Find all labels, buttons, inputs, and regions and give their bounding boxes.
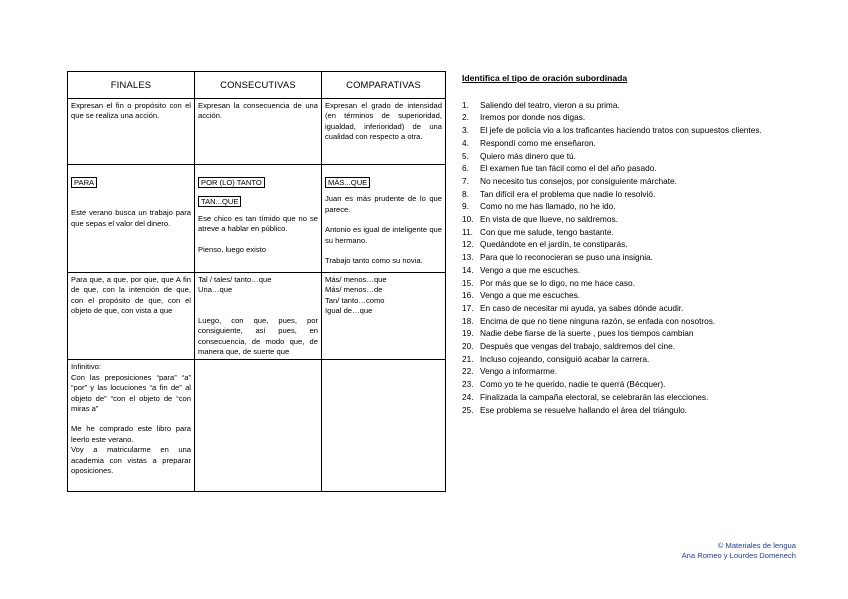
item-number: 13. bbox=[462, 252, 474, 263]
item-number: 2. bbox=[462, 112, 469, 123]
item-text: Vengo a que me escuches. bbox=[480, 264, 581, 275]
item-text: Por más que se lo digo, no me hace caso. bbox=[480, 277, 635, 288]
item-number: 14. bbox=[462, 264, 474, 275]
infinitive-title: Infinitivo: bbox=[71, 362, 101, 372]
item-number: 18. bbox=[462, 315, 474, 326]
list-item bbox=[462, 124, 802, 137]
finales-tag: PARA bbox=[71, 177, 97, 188]
item-text: Saliendo del teatro, vieron a su prima. bbox=[480, 99, 620, 110]
comparativas-example-3: Trabajo tanto como su novia. bbox=[325, 256, 423, 266]
table-row-definitions bbox=[68, 99, 446, 165]
list-item bbox=[462, 251, 802, 264]
list-item bbox=[462, 391, 802, 404]
item-text: Después que vengas del trabajo, saldremos del cine. bbox=[480, 341, 676, 352]
item-number: 15. bbox=[462, 277, 474, 288]
item-text: No necesito tus consejos, por consiguiente márchate. bbox=[480, 175, 677, 186]
comparativas-connector-1: Más/ menos…que bbox=[325, 275, 387, 284]
consecutivas-example-1: Ese chico es tan tímido que no se atreve a hablar en público. bbox=[198, 213, 318, 234]
finales-infinitive-cell bbox=[68, 360, 195, 492]
item-text: Para que lo reconocieran se puso una insignia. bbox=[480, 252, 653, 263]
list-item bbox=[462, 277, 802, 290]
finales-connectors: Para que, a que, por que, que A fin de que, con la intención de que, con el propósito de que, con el objeto de que, con vista a que bbox=[68, 273, 195, 360]
item-number: 20. bbox=[462, 341, 474, 352]
finales-definition: Expresan el fin o propósito con el que se realiza una acción. bbox=[68, 99, 195, 165]
list-item bbox=[462, 315, 802, 328]
exercise-list bbox=[462, 99, 802, 417]
list-item bbox=[462, 213, 802, 226]
item-number: 11. bbox=[462, 226, 473, 237]
item-text: Quedándote en el jardín, te constiparás. bbox=[480, 239, 628, 250]
consecutivas-example-2: Pienso, luego existo bbox=[198, 244, 266, 254]
empty-cell bbox=[322, 360, 446, 492]
consecutivas-connectors bbox=[195, 273, 322, 360]
header-comparativas: COMPARATIVAS bbox=[322, 72, 446, 99]
item-text: Quiero más dinero que tú. bbox=[480, 150, 576, 161]
comparativas-definition: Expresan el grado de intensidad (en términos de superioridad, igualdad, inferioridad) de una cualidad con respecto a otra. bbox=[322, 99, 446, 165]
item-number: 21. bbox=[462, 353, 474, 364]
empty-cell bbox=[195, 360, 322, 492]
item-number: 25. bbox=[462, 404, 474, 415]
item-number: 24. bbox=[462, 391, 474, 402]
item-text: Como yo te he querido, nadie te querrá (Bécquer). bbox=[480, 379, 666, 390]
item-text: En vista de que llueve, no saldremos. bbox=[480, 214, 618, 225]
comparativas-example-2: Antonio es igual de inteligente que su hermano. bbox=[325, 225, 442, 245]
item-number: 23. bbox=[462, 379, 474, 390]
infinitive-example-2: Voy a matricularme en una academia con vistas a preparar oposiciones. bbox=[71, 445, 191, 476]
item-text: Encima de que no tiene ninguna razón, se enfada con nosotros. bbox=[480, 315, 716, 326]
item-text: Iremos por donde nos digas. bbox=[480, 112, 586, 123]
consecutivas-definition: Expresan la consecuencia de una acción. bbox=[195, 99, 322, 165]
comparativas-example-cell bbox=[322, 165, 446, 273]
list-item bbox=[462, 238, 802, 251]
list-item bbox=[462, 137, 802, 150]
list-item bbox=[462, 365, 802, 378]
exercise-section bbox=[462, 72, 802, 416]
consecutivas-connector-2: Una…que bbox=[198, 285, 233, 295]
finales-example: Este verano busca un trabajo para que sepas el valor del dinero. bbox=[71, 208, 191, 228]
consecutivas-tag-2: TAN...QUE bbox=[198, 196, 241, 207]
infinitive-note: Con las preposiciones “para” “a” “por” y las locuciones “a fin de” al objeto de” “con el objeto de “con miras a” bbox=[71, 372, 191, 414]
list-item bbox=[462, 378, 802, 391]
list-item bbox=[462, 404, 802, 417]
comparativas-connector-4: Igual de…que bbox=[325, 306, 373, 316]
list-item bbox=[462, 162, 802, 175]
item-number: 1. bbox=[462, 99, 469, 110]
list-item bbox=[462, 111, 802, 124]
list-item bbox=[462, 226, 802, 239]
item-number: 5. bbox=[462, 150, 469, 161]
table-header-row bbox=[68, 72, 446, 99]
item-text: Respondí como me enseñaron. bbox=[480, 137, 596, 148]
list-item bbox=[462, 200, 802, 213]
item-text: Incluso cojeando, consiguió acabar la carrera. bbox=[480, 353, 650, 364]
item-text: En caso de necesitar mi ayuda, ya sabes dónde acudir. bbox=[480, 302, 684, 313]
item-text: Vengo a que me escuches. bbox=[480, 290, 581, 301]
list-item bbox=[462, 289, 802, 302]
item-number: 19. bbox=[462, 328, 474, 339]
credits bbox=[682, 541, 796, 562]
item-number: 22. bbox=[462, 366, 474, 377]
comparativas-connectors bbox=[322, 273, 446, 360]
item-number: 10. bbox=[462, 214, 474, 225]
consecutivas-connector-1: Tal / tales/ tanto…que bbox=[198, 275, 272, 284]
list-item bbox=[462, 150, 802, 163]
list-item bbox=[462, 302, 802, 315]
subordinate-clauses-table bbox=[67, 71, 446, 492]
consecutivas-tag: POR (LO) TANTO bbox=[198, 177, 265, 188]
item-number: 4. bbox=[462, 137, 469, 148]
finales-example-cell bbox=[68, 165, 195, 273]
list-item bbox=[462, 353, 802, 366]
list-item bbox=[462, 175, 802, 188]
item-number: 12. bbox=[462, 239, 474, 250]
item-number: 17. bbox=[462, 302, 474, 313]
item-number: 6. bbox=[462, 163, 469, 174]
comparativas-connector-2: Más/ menos…de bbox=[325, 285, 383, 295]
item-number: 16. bbox=[462, 290, 474, 301]
item-text: Como no me has llamado, no he ido. bbox=[480, 201, 616, 212]
item-text: Ese problema se resuelve hallando el área del triángulo. bbox=[480, 404, 688, 415]
list-item bbox=[462, 99, 802, 112]
consecutivas-connector-3: Luego, con que, pues, por consiguiente, así pues, en consecuencia, de modo que, de manera que, de suerte que bbox=[198, 315, 318, 357]
consecutivas-example-cell bbox=[195, 165, 322, 273]
item-text: Tan difícil era el problema que nadie lo resolvió. bbox=[480, 188, 656, 199]
comparativas-example-1: Juan es más prudente de lo que parece. bbox=[325, 194, 442, 214]
list-item bbox=[462, 188, 802, 201]
item-number: 8. bbox=[462, 188, 469, 199]
exercise-title: Identifica el tipo de oración subordinada bbox=[462, 73, 628, 83]
comparativas-tag: MÁS...QUE bbox=[325, 177, 370, 188]
item-text: Con que me salude, tengo bastante. bbox=[480, 226, 614, 237]
header-finales: FINALES bbox=[68, 72, 195, 99]
infinitive-example-1: Me he comprado este libro para leerlo este verano. bbox=[71, 424, 191, 444]
header-consecutivas: CONSECUTIVAS bbox=[195, 72, 322, 99]
item-text: Finalizada la campaña electoral, se celebrarán las elecciones. bbox=[480, 391, 709, 402]
credits-line-1: © Materiales de lengua bbox=[717, 541, 796, 550]
item-number: 9. bbox=[462, 201, 469, 212]
item-number: 3. bbox=[462, 125, 469, 136]
item-text: Nadie debe fiarse de la suerte , pues los tiempos cambian bbox=[480, 328, 694, 339]
item-number: 7. bbox=[462, 175, 469, 186]
list-item bbox=[462, 340, 802, 353]
list-item bbox=[462, 327, 802, 340]
list-item bbox=[462, 264, 802, 277]
item-text: Vengo a informarme. bbox=[480, 366, 558, 377]
table-row-examples bbox=[68, 165, 446, 273]
table-row-connectors bbox=[68, 273, 446, 360]
table-row-infinitive bbox=[68, 360, 446, 492]
credits-line-2: Ana Romeo y Lourdes Domenech bbox=[681, 551, 796, 561]
item-text: El jefe de policía vio a los traficantes haciendo tratos con supuestos clientes. bbox=[480, 125, 762, 136]
item-text: El examen fue tan fácil como el del año pasado. bbox=[480, 163, 657, 174]
comparativas-connector-3: Tan/ tanto…como bbox=[325, 295, 385, 305]
